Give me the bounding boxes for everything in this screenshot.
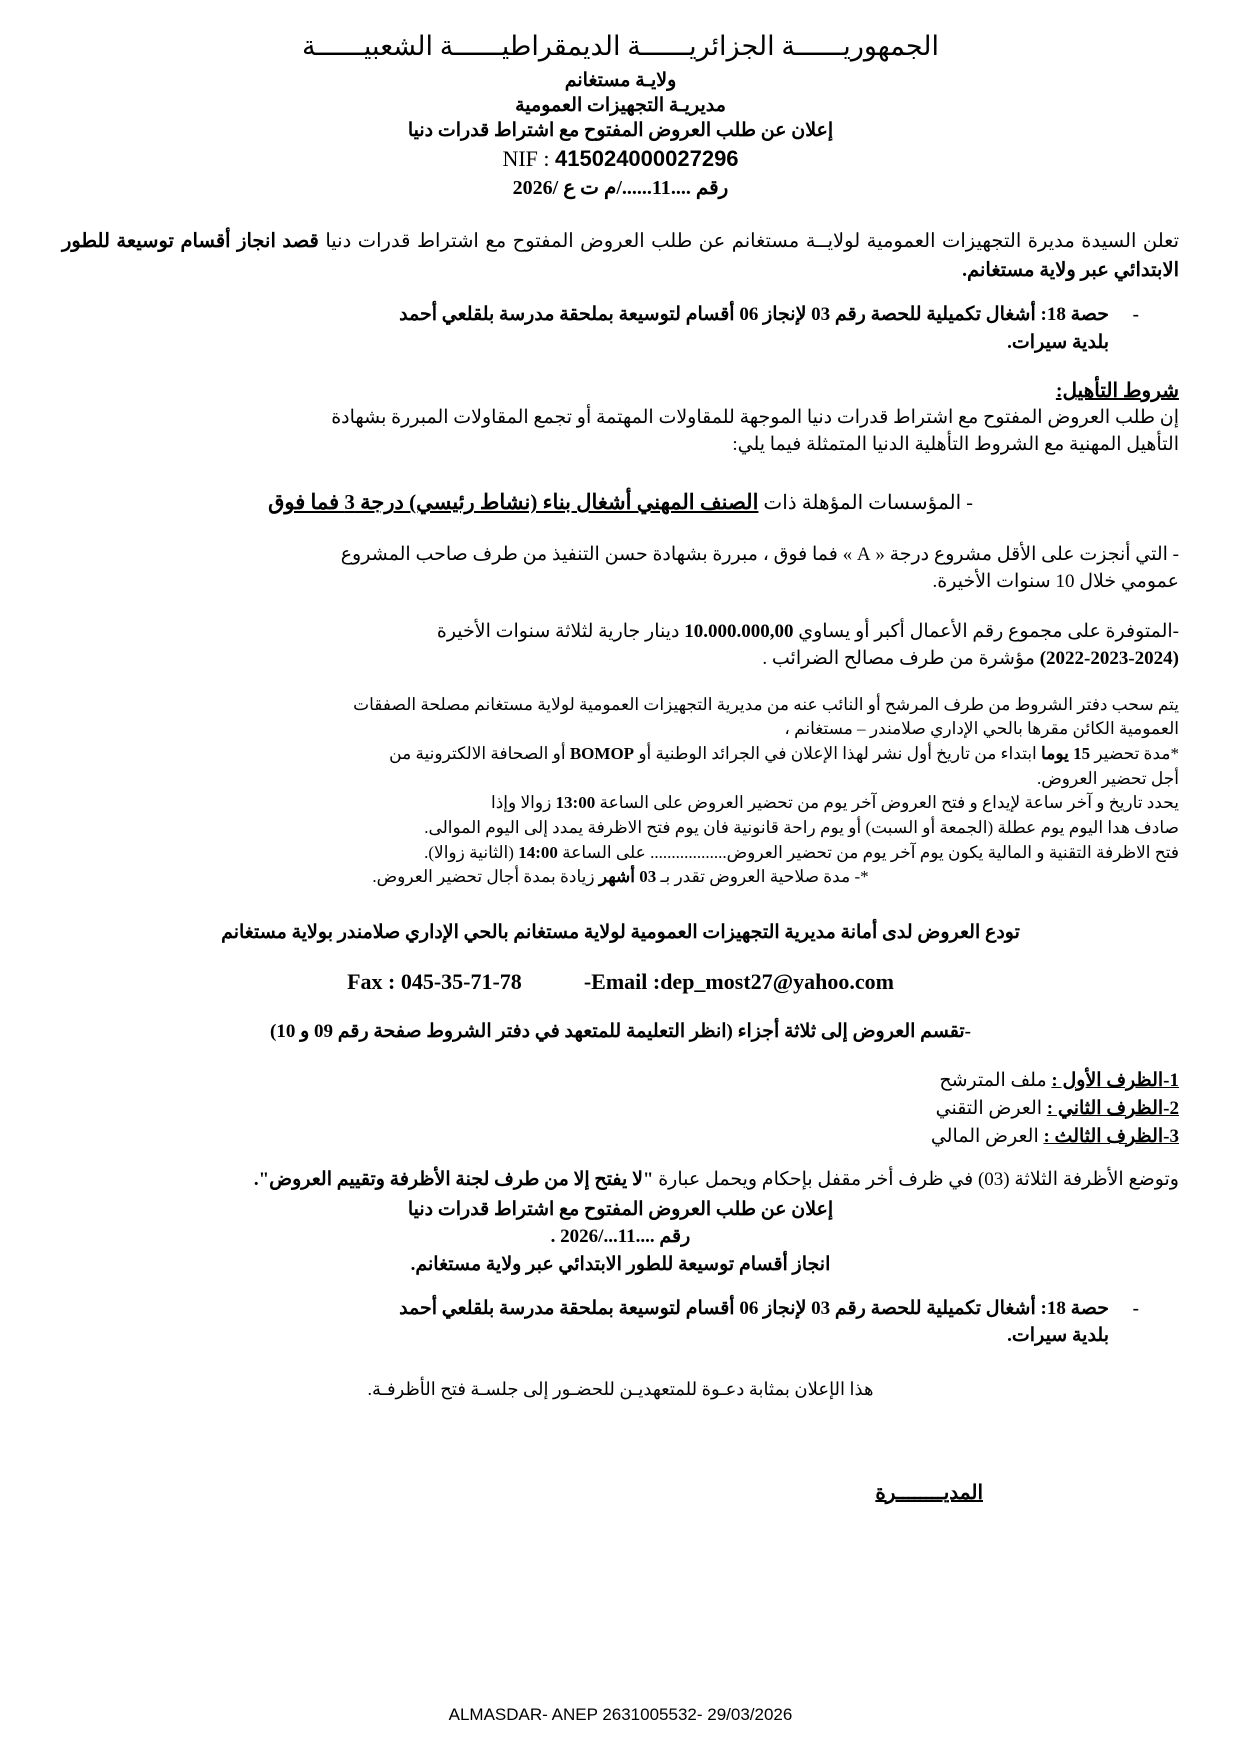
preparation-text-b: ابتداء من تاريخ أول نشر لهذا الإعلان في الجرائد الوطنية أو bbox=[634, 744, 1042, 764]
validity-text-b: زيادة بمدة أجال تحضير العروض. bbox=[372, 867, 599, 887]
deadline-line-2: صادف هدا اليوم يوم عطلة (الجمعة أو السبت) أو يوم راحة قانونية فان يوم فتح الاظرفة يمدد إلى اليوم الموالى. bbox=[424, 818, 1179, 837]
preparation-days: 15 يوما bbox=[1041, 744, 1091, 764]
preparation-paragraph bbox=[62, 742, 1179, 791]
contact-line bbox=[62, 969, 1179, 995]
envelope-list bbox=[62, 1067, 1179, 1150]
requirement-experience-line-1: - التي أنجزت على الأقل مشروع درجة « A » فما فوق ، مبررة بشهادة حسن التنفيذ من طرف صاحب المشروع bbox=[340, 543, 1179, 565]
deadline-paragraph bbox=[62, 791, 1179, 840]
lot-line-2: بلدية سيرات. bbox=[1007, 331, 1109, 353]
header-reference: رقم ....11....../م ت ع /2026 bbox=[512, 176, 729, 199]
nif-label: NIF : bbox=[502, 145, 550, 171]
requirement-turnover-line-2 bbox=[62, 645, 1179, 673]
page-footer-anep: ALMASDAR- ANEP 2631005532- 29/03/2026 bbox=[448, 1705, 793, 1724]
header-nif bbox=[62, 145, 1179, 174]
signature-title: المديــــــــرة bbox=[875, 1481, 983, 1504]
footer-lot-bullet-dash: - bbox=[1132, 1297, 1139, 1319]
envelope-item-2 bbox=[62, 1095, 1179, 1123]
header-wilaya: ولايـة مستغانم bbox=[564, 69, 677, 91]
footer-lot-line-2: بلدية سيرات. bbox=[1007, 1325, 1109, 1347]
requirement-experience bbox=[62, 541, 1179, 596]
deadline-text-b: زوالا وإذا bbox=[490, 793, 556, 813]
closing-invitation: هذا الإعلان بمثابة دعـوة للمتعهديـن للحضـور إلى جلسـة فتح الأظرفـة. bbox=[367, 1378, 874, 1399]
offer-split-note: -تقسم العروض إلى ثلاثة أجزاء (انظر التعليمة للمتعهد في دفتر الشروط صفحة رقم 09 و 10) bbox=[269, 1020, 972, 1042]
email-label: -Email :dep_most27@yahoo.com bbox=[583, 968, 894, 994]
turnover-years-note: مؤشرة من طرف مصالح الضرائب . bbox=[762, 648, 1040, 670]
lot-bullet-dash: - bbox=[1132, 304, 1139, 326]
lot-line-1: حصة 18: أشغال تكميلية للحصة رقم 03 لإنجاز 06 أقسام لتوسيعة بملحقة مدرسة بلقلعي أحمد bbox=[399, 304, 1109, 326]
preparation-text-a: *مدة تحضير bbox=[1090, 744, 1179, 764]
requirement-classification bbox=[62, 487, 1179, 519]
envelope-item-1 bbox=[62, 1067, 1179, 1095]
deadline-line-1 bbox=[62, 791, 1179, 816]
requirement-experience-line-2: عمومي خلال 10 سنوات الأخيرة. bbox=[932, 571, 1179, 593]
preparation-text-c: أو الصحافة الالكترونية من bbox=[389, 744, 570, 764]
withdraw-paragraph bbox=[62, 693, 1179, 742]
envelope-2-value: العرض التقني bbox=[935, 1097, 1047, 1119]
envelope-1-label: 1-الظرف الأول : bbox=[1051, 1070, 1179, 1092]
preparation-line-2: أجل تحضير العروض. bbox=[1036, 768, 1179, 788]
envelope-3-label: 3-الظرف الثالث : bbox=[1043, 1125, 1179, 1147]
qualification-intro-line-2: التأهيل المهنية مع الشروط التأهلية الدنيا المتمثلة فيما يلي: bbox=[732, 434, 1179, 456]
deadline-text-a: يحدد تاريخ و آخر ساعة لإيداع و فتح العروض آخر يوم من تحضير العروض على الساعة bbox=[595, 793, 1179, 813]
requirement-classification-highlight: الصنف المهني أشغال بناء (نشاط رئيسي) درجة 3 فما فوق bbox=[268, 490, 759, 515]
opening-text-b: (الثانية زوالا). bbox=[424, 842, 519, 862]
requirement-turnover bbox=[62, 618, 1179, 673]
withdraw-line-1: يتم سحب دفتر الشروط من طرف المرشح أو النائب عنه من مديرية التجهيزات العمومية لولاية مستغانم مصلحة الصفقات bbox=[353, 694, 1179, 714]
header-directorate: مديريـة التجهيزات العمومية bbox=[515, 94, 726, 116]
sealed-envelope-note bbox=[62, 1166, 1179, 1194]
header-republic: الجمهوريــــــة الجزائريــــــة الديمقراطيــــــة الشعبيــــــة bbox=[301, 31, 940, 61]
intro-paragraph bbox=[62, 227, 1179, 286]
preparation-line-1 bbox=[62, 742, 1179, 767]
requirement-classification-prefix: - المؤسسات المؤهلة ذات bbox=[758, 492, 973, 515]
sealed-envelope-quote: "لا يفتح إلا من طرف لجنة الأظرفة وتقييم العروض". bbox=[253, 1169, 654, 1191]
deadline-time: 13:00 bbox=[555, 793, 596, 813]
intro-text-bold: قصد انجاز أقسام توسيعة للطور الابتدائي عبر ولاية مستغانم. bbox=[62, 230, 1179, 281]
qualification-title: شروط التأهيل: bbox=[1055, 380, 1179, 403]
qualification-intro bbox=[62, 405, 1179, 459]
qualification-intro-line-1: إن طلب العروض المفتوح مع اشتراط قدرات دنيا الموجهة للمقاولات المهتمة أو تجمع المقاولات المبررة بشهادة bbox=[331, 407, 1179, 429]
opening-time: 14:00 bbox=[518, 842, 558, 862]
fax-label: Fax : 045-35-71-78 bbox=[347, 968, 522, 994]
turnover-amount: 10.000.000,00 bbox=[684, 620, 794, 642]
document-header bbox=[62, 30, 1179, 201]
envelope-2-label: 2-الظرف الثاني : bbox=[1046, 1097, 1179, 1119]
intro-text-normal: تعلن السيدة مديرة التجهيزات العمومية لولايــة مستغانم عن طلب العروض المفتوح مع اشتراط قدرات دنيا bbox=[325, 230, 1180, 252]
header-announcement-title: إعلان عن طلب العروض المفتوح مع اشتراط قدرات دنيا bbox=[407, 119, 834, 141]
envelope-3-value: العرض المالي bbox=[930, 1125, 1044, 1147]
footer-announcement-title: إعلان عن طلب العروض المفتوح مع اشتراط قدرات دنيا bbox=[407, 1198, 834, 1220]
opening-line-1 bbox=[62, 841, 1179, 866]
turnover-years: (2022-2023-2024) bbox=[1039, 648, 1179, 670]
sealed-envelope-text: وتوضع الأظرفة الثلاثة (03) في ظرف أخر مقفل بإحكام ويحمل عبارة bbox=[653, 1169, 1179, 1191]
footer-reference: رقم ....11.../2026 . bbox=[550, 1226, 691, 1248]
opening-text-a: فتح الاظرفة التقنية و المالية يكون يوم آخر يوم من تحضير العروض.................. على الساعة bbox=[557, 842, 1179, 862]
opening-paragraph bbox=[62, 841, 1179, 866]
deposit-address: تودع العروض لدى أمانة مديرية التجهيزات العمومية لولاية مستغانم بالحي الإداري صلامندر بولاية مستغانم bbox=[221, 921, 1020, 943]
lot-item bbox=[90, 301, 1139, 356]
footer-lot-line-1: حصة 18: أشغال تكميلية للحصة رقم 03 لإنجاز 06 أقسام لتوسيعة بملحقة مدرسة بلقلعي أحمد bbox=[399, 1297, 1109, 1319]
validity-text-a: *- مدة صلاحية العروض تقدر بـ bbox=[656, 867, 869, 887]
nif-value: 415024000027296 bbox=[555, 145, 739, 171]
turnover-text-before: -المتوفرة على مجموع رقم الأعمال أكبر أو يساوي bbox=[793, 620, 1179, 642]
turnover-text-after: دينار جارية لثلاثة سنوات الأخيرة bbox=[436, 620, 685, 642]
validity-months: 03 أشهر bbox=[598, 867, 657, 887]
envelope-item-3 bbox=[62, 1123, 1179, 1151]
envelope-1-value: ملف المترشح bbox=[939, 1070, 1052, 1092]
preparation-bomop: BOMOP bbox=[569, 744, 635, 764]
validity-paragraph bbox=[62, 865, 1179, 890]
footer-object: انجاز أقسام توسيعة للطور الابتدائي عبر ولاية مستغانم. bbox=[410, 1253, 831, 1275]
footer-lot-item bbox=[90, 1295, 1139, 1350]
requirement-turnover-line-1 bbox=[62, 618, 1179, 646]
withdraw-line-2: العمومية الكائن مقرها بالحي الإداري صلامندر – مستغانم ، bbox=[784, 719, 1179, 739]
